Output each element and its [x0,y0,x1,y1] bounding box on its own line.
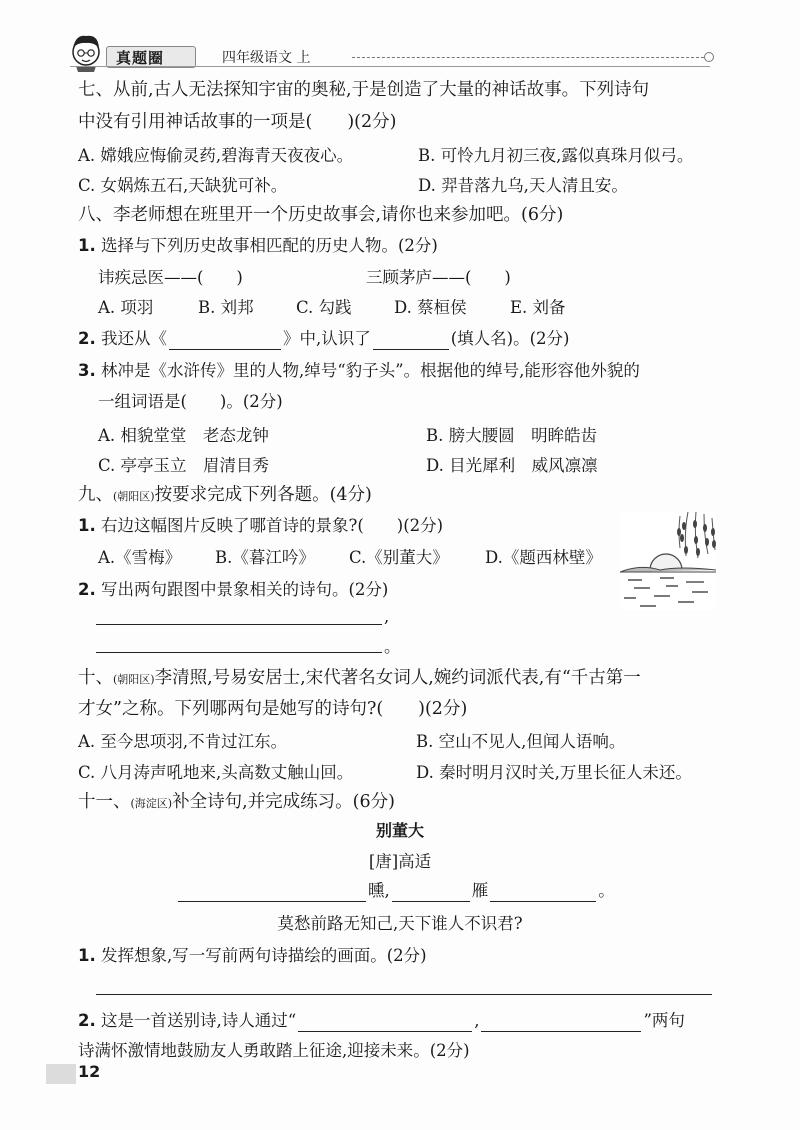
verse1-char1: 曛, [368,881,390,900]
q8-sub2-mid: 》中,认识了 [283,329,371,348]
header-divider [352,57,704,58]
q10-line2: 才女”之称。下列哪两句是她写的诗句?( )(2分) [78,699,468,719]
verse-period: 。 [384,637,401,656]
imagination-answer-line[interactable] [96,994,712,995]
q9-option-c: C.《别董大》 [349,548,449,567]
q9-sub1-text: 右边这幅图片反映了哪首诗的景象?( )(2分) [101,516,444,535]
q11-sub1-num: 1. [78,946,96,965]
q8-sub2 [78,328,570,350]
q8-sub3-option-a: A. 相貌堂堂 老态龙钟 [98,426,269,445]
q8-sub2-post: (填人名)。(2分) [450,329,570,348]
q8-sub3-option-b: B. 膀大腰圆 明眸皓齿 [426,426,598,445]
verse1-blank-3[interactable] [490,885,596,902]
book-title-blank[interactable] [169,333,281,350]
q11-sub1-text: 发挥想象,写一写前两句诗描绘的画面。(2分) [101,946,427,965]
q10-option-c: C. 八月涛声吼地来,头高数丈触山回。 [78,763,354,782]
q7-option-c: C. 女娲炼五石,天缺犹可补。 [78,176,288,195]
q8-story1: 讳疾忌医——( ) [98,268,243,287]
header-title: 真题圈 [116,49,165,67]
q10-option-a: A. 至今思项羽,不肯过江东。 [78,732,288,751]
q8-sub3-line1 [78,360,640,382]
q8-option-e: E. 刘备 [510,298,566,317]
page-number: 12 [78,1062,101,1081]
quote-blank-2[interactable] [481,1015,641,1032]
q9-prefix: 九、 [78,485,113,505]
q8-sub3-text: 林冲是《水浒传》里的人物,绰号“豹子头”。根据他的绰号,能形容他外貌的 [101,361,640,380]
q7-option-b: B. 可怜九月初三夜,露似真珠月似弓。 [418,146,694,165]
q8-sub1 [78,235,438,257]
q11-sub2-num: 2. [78,1011,96,1030]
verse1-char2: 雁 [471,881,489,900]
q8-sub3-line2: 一组词语是( )。(2分) [98,392,283,411]
q7-option-a: A. 嫦娥应悔偷灵药,碧海青天夜夜心。 [78,146,354,165]
q9-district: (朝阳区) [113,490,155,503]
q9-sub2 [78,579,388,601]
q8-sub3-option-d: D. 目光犀利 威风凛凛 [426,456,598,475]
q11-sub2-post: ”两句 [643,1011,685,1030]
q8-story2: 三顾茅庐——( ) [366,268,511,287]
q9-option-a: A.《雪梅》 [98,548,182,567]
q8-sub3-option-c: C. 亭亭玉立 眉清目秀 [98,456,270,475]
q9-option-d: D.《题西林壁》 [485,548,602,567]
q9-sub2-text: 写出两句跟图中景象相关的诗句。(2分) [101,580,389,599]
q8-option-a: A. 项羽 [98,298,154,317]
q8-sub1-text: 选择与下列历史故事相匹配的历史人物。(2分) [101,236,438,255]
q9-stem [78,483,372,509]
q9-option-b: B.《暮江吟》 [215,548,315,567]
q10-line1 [78,666,641,692]
q9-sub1 [78,515,443,537]
verse-comma: , [384,607,390,626]
q7-stem-line1: 七、从前,古人无法探知宇宙的奥秘,于是创造了大量的神话故事。下列诗句 [78,80,650,100]
q11-sub1 [78,945,427,967]
q8-sub1-num: 1. [78,236,96,255]
q11-sub2-comma: , [474,1011,480,1030]
verse1-blank-2[interactable] [392,885,470,902]
q9-stem-text: 按要求完成下列各题。(4分) [154,485,372,505]
q11-prefix: 十一、 [78,792,131,812]
person-name-blank[interactable] [373,333,449,350]
q10-prefix: 十、 [78,668,113,688]
q10-district: (朝阳区) [113,673,155,686]
q10-option-b: B. 空山不见人,但闻人语响。 [416,732,626,751]
q7-option-d: D. 羿昔落九乌,天人清且安。 [418,176,628,195]
poem-title: 别董大 [375,821,424,840]
verse1-blank-1[interactable] [178,885,366,902]
verse-answer-line-1[interactable] [96,624,382,625]
q10-line1-text: 李清照,号易安居士,宋代著名女词人,婉约词派代表,有“千古第一 [154,668,641,688]
q8-sub2-num: 2. [78,329,96,348]
q8-sub2-pre: 我还从《 [101,329,167,348]
q8-option-d: D. 蔡桓侯 [394,298,467,317]
q11-stem [78,790,395,816]
q8-option-c: C. 勾践 [296,298,352,317]
quote-blank-1[interactable] [298,1015,472,1032]
q9-sub2-num: 2. [78,580,96,599]
poem-author: [唐]高适 [368,852,432,871]
q9-sub1-num: 1. [78,516,96,535]
poem-verse1 [176,880,615,902]
q11-sub2-line1 [78,1010,685,1032]
q11-sub2-line2: 诗满怀激情地鼓励友人勇敢踏上征途,迎接未来。(2分) [78,1041,470,1060]
q7-stem-line2: 中没有引用神话故事的一项是( )(2分) [78,112,397,132]
willow-lake-sunset-illustration [620,512,716,610]
verse1-end: 。 [598,881,615,900]
q8-sub3-num: 3. [78,361,96,380]
q11-sub2-pre: 这是一首送别诗,诗人通过“ [101,1011,297,1030]
q10-option-d: D. 秦时明月汉时关,万里长征人未还。 [416,763,692,782]
q8-option-b: B. 刘邦 [198,298,254,317]
q11-district: (海淀区) [130,797,173,810]
verse-answer-line-2[interactable] [96,652,382,653]
poem-verse2: 莫愁前路无知己,天下谁人不识君? [277,914,523,933]
q8-stem: 八、李老师想在班里开一个历史故事会,请你也来参加吧。(6分) [78,205,564,225]
header-subtitle: 四年级语文 上 [222,50,311,66]
header-underline [70,66,710,67]
header-end-circle [704,52,714,62]
q11-stem-text: 补全诗句,并完成练习。(6分) [172,792,395,812]
footer-bar [46,1064,76,1084]
